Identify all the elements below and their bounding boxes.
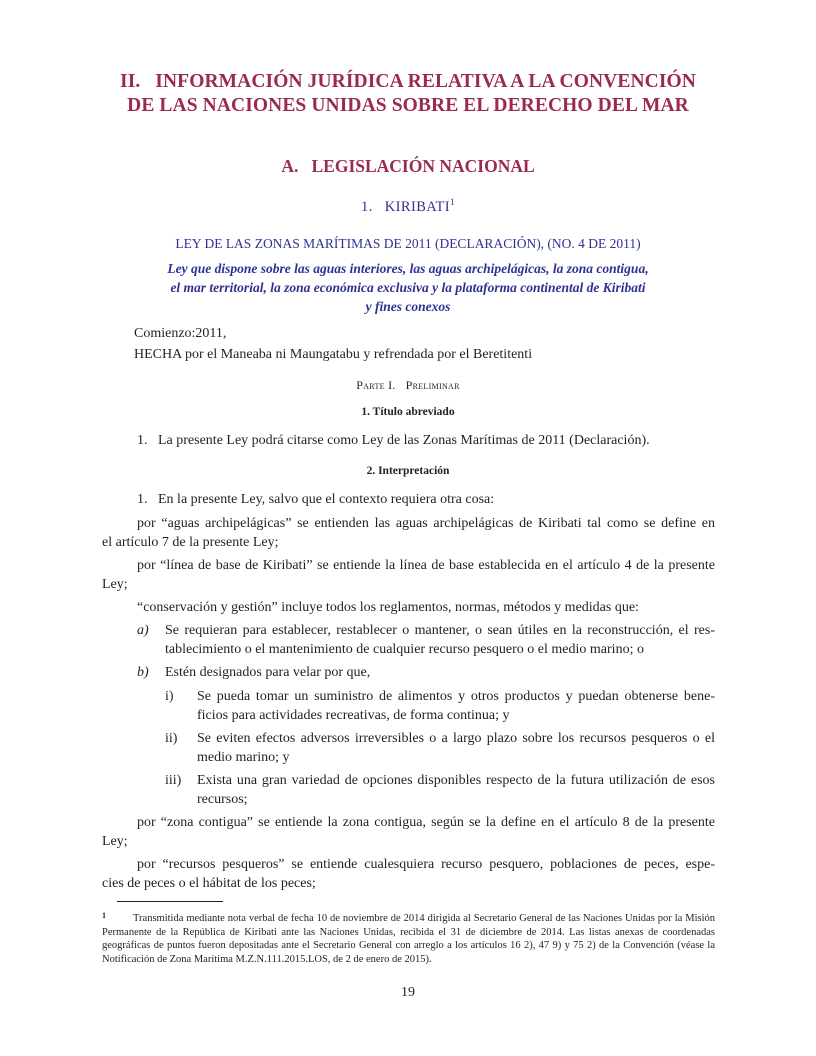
definition-contiguous-zone-line-2: Ley; (102, 834, 128, 849)
definition-baseline-line-2: Ley; (102, 577, 128, 592)
list-item-i-line-1: Se pueda tomar un suministro de alimentos y otros productos y puedan obtenerse bene- (197, 689, 715, 704)
list-item-ii-line-2: medio marino; y (197, 750, 290, 765)
country-heading (100, 193, 716, 216)
definition-fisheries-resources-line-1: por “recursos pesqueros” se entiende cualesquiera recurso pesquero, poblaciones de peces, espe- (137, 857, 715, 872)
list-item-i-line-2: ficios para actividades recreativas, de forma continua; y (197, 708, 510, 723)
list-item-a-line-1: Se requieran para establecer, restablecer o mantener, o sean útiles en la reconstrucción, el res- (165, 623, 715, 638)
footnote-reference[interactable]: 1 (450, 197, 455, 207)
definition-conservation-management: “conservación y gestión” incluye todos los reglamentos, normas, métodos y medidas que: (137, 600, 639, 615)
chapter-heading-line-1: II. INFORMACIÓN JURÍDICA RELATIVA A LA CONVENCIÓN (120, 71, 696, 92)
list-marker-b: b) (137, 665, 149, 680)
chapter-heading-line-2: DE LAS NACIONES UNIDAS SOBRE EL DERECHO DEL MAR (127, 95, 689, 116)
footnote-marker: 1 (102, 911, 106, 920)
list-item-a-line-2: tablecimiento o el mantenimiento de cualquier recurso pesquero o el medio marino; o (165, 642, 644, 657)
law-title: LEY DE LAS ZONAS MARÍTIMAS DE 2011 (DECLARACIÓN), (NO. 4 DE 2011) (175, 236, 641, 251)
footnote-text: Transmitida mediante nota verbal de fecha 10 de noviembre de 2014 dirigida al Secretario General de las Naciones Unidas por la Misión Permanente de la República de Kiribati ante las Naciones Unidas, recibida el 31 de diciembre de 2014. Las listas anexas de coordenadas geográficas de puntos fueron depositadas ante el Secretario General con arreglo a los artículos 16 2), 47 9) y 75 2) de la Convención (véase la Notificación de Zona Marítima M.Z.N.111.2015.LOS, de 2 de enero de 2015). (102, 913, 715, 965)
definition-archipelagic-waters-line-1: por “aguas archipelágicas” se entienden las aguas archipelágicas de Kiribati tal como se define en (137, 516, 715, 531)
article-1-heading: 1. Título abreviado (361, 406, 455, 418)
list-item-b: Estén designados para velar por que, (165, 665, 371, 680)
definition-archipelagic-waters-line-2: el artículo 7 de la presente Ley; (102, 535, 279, 550)
law-subtitle-line-1: Ley que dispone sobre las aguas interiores, las aguas archipelágicas, la zona contigua, (167, 261, 649, 276)
article-1-paragraph-1: 1. La presente Ley podrá citarse como Ley de las Zonas Marítimas de 2011 (Declaración). (137, 433, 650, 448)
list-item-ii-line-1: Se eviten efectos adversos irreversibles o a largo plazo sobre los recursos pesqueros o el (197, 731, 715, 746)
law-subtitle-line-3: y fines conexos (365, 299, 451, 314)
list-marker-i: i) (165, 689, 174, 704)
commencement-line: Comienzo:2011, (134, 326, 227, 341)
list-item-iii-line-1: Exista una gran variedad de opciones disponibles respecto de la futura utilización de esos (197, 773, 715, 788)
list-item-iii-line-2: recursos; (197, 792, 248, 807)
list-marker-a: a) (137, 623, 149, 638)
definition-contiguous-zone-line-1: por “zona contigua” se entiende la zona contigua, según se la define en el artículo 8 de la presente (137, 815, 715, 830)
part-heading: Parte I. Preliminar (356, 378, 460, 392)
definition-fisheries-resources-line-2: cies de peces o el hábitat de los peces; (102, 876, 316, 891)
footnote (102, 909, 715, 966)
page-number: 19 (401, 985, 415, 1000)
definition-baseline-line-1: por “línea de base de Kiribati” se entiende la línea de base establecida en el artículo 4 de la presente (137, 558, 715, 573)
list-marker-ii: ii) (165, 731, 178, 746)
chapter-heading (100, 70, 716, 118)
law-subtitle-line-2: el mar territorial, la zona económica exclusiva y la plataforma continental de Kiribati (170, 280, 646, 295)
article-2-paragraph-1: 1. En la presente Ley, salvo que el contexto requiera otra cosa: (137, 492, 495, 507)
law-subtitle (120, 259, 696, 316)
enactment-line: HECHA por el Maneaba ni Maungatabu y refrendada por el Beretitenti (134, 347, 533, 362)
article-2-heading: 2. Interpretación (366, 465, 450, 477)
footnote-separator (117, 901, 223, 902)
list-marker-iii: iii) (165, 773, 182, 788)
section-heading: A. LEGISLACIÓN NACIONAL (281, 156, 535, 176)
country-heading-text: 1. KIRIBATI (361, 199, 451, 215)
